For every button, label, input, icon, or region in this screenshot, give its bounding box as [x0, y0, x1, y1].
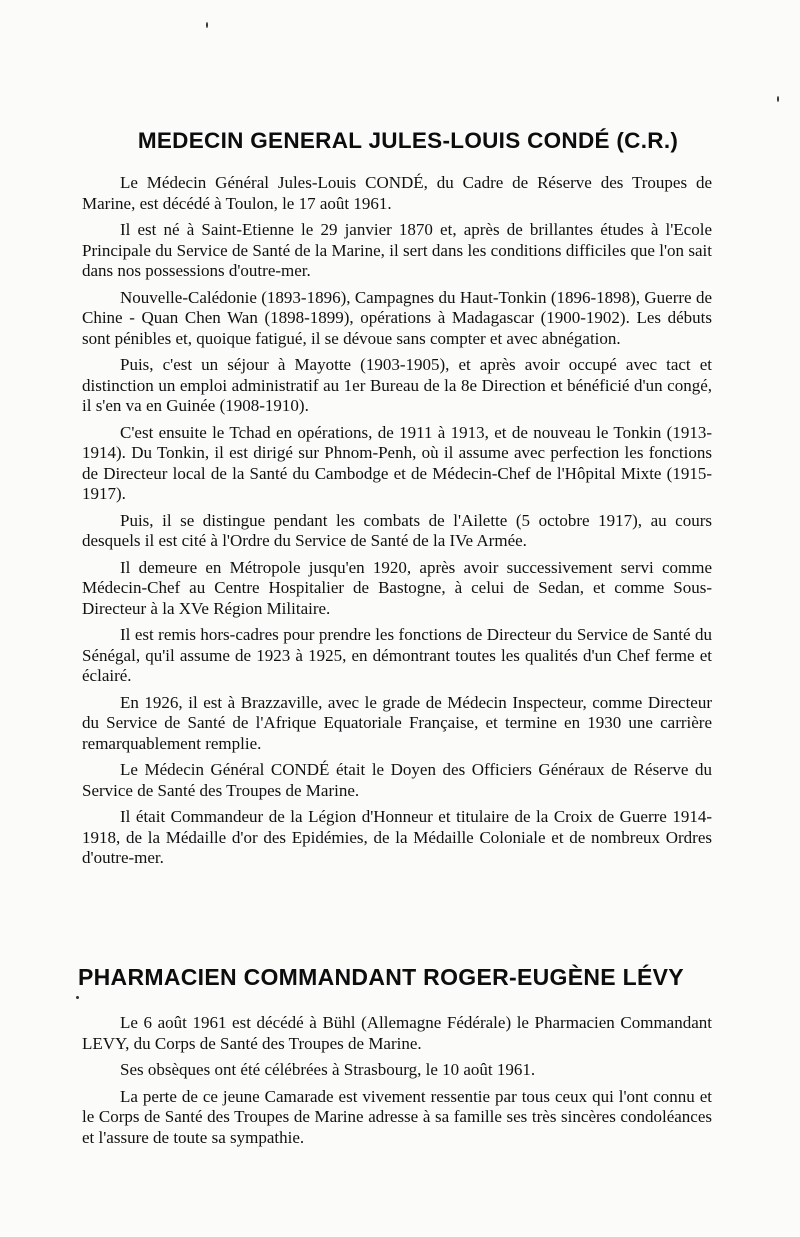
scan-speck — [206, 22, 208, 28]
paragraph: Le Médecin Général CONDÉ était le Doyen des Officiers Généraux de Réserve du Service de Santé des Troupes de Marine. — [82, 760, 712, 800]
obituary-conde — [82, 126, 712, 875]
paragraph: Il demeure en Métropole jusqu'en 1920, après avoir successivement servi comme Médecin-Chef au Centre Hospitalier de Bastogne, à celui de Sedan, et comme Sous-Directeur à la XVe Région Militaire. — [82, 557, 712, 618]
paragraph: Nouvelle-Calédonie (1893-1896), Campagnes du Haut-Tonkin (1896-1898), Guerre de Chine - Quan Chen Wan (1898-1899), opérations à Madagascar (1900-1902). Les débuts sont pénibles et, quoique fatigué, il se dévoue sans compter et avec abnégation. — [82, 287, 712, 348]
section-body — [82, 173, 712, 869]
scan-speck — [777, 96, 779, 102]
section-title: PHARMACIEN COMMANDANT ROGER-EUGÈNE LÉVY — [78, 964, 684, 990]
paragraph: Il est remis hors-cadres pour prendre les fonctions de Directeur du Service de Santé du Sénégal, qu'il assume de 1923 à 1925, en démontrant toutes les qualités d'un Chef ferme et éclairé. — [82, 625, 712, 685]
paragraph: Ses obsèques ont été célébrées à Strasbourg, le 10 août 1961. — [120, 1060, 536, 1079]
paragraph: C'est ensuite le Tchad en opérations, de 1911 à 1913, et de nouveau le Tonkin (1913-1914). Du Tonkin, il est dirigé sur Phnom-Penh, où il assume avec perfection les fonctions de Directeur local de la Santé du Cambodge et de Médecin-Chef de l'Hôpital Mixte (1915-1917). — [82, 422, 712, 503]
obituary-levy — [78, 962, 712, 1154]
paragraph: Le 6 août 1961 est décédé à Bühl (Allemagne Fédérale) le Pharmacien Commandant LEVY, du Corps de Santé des Troupes de Marine. — [82, 1013, 712, 1053]
section-body — [82, 1013, 712, 1148]
paragraph: Le Médecin Général Jules-Louis CONDÉ, du Cadre de Réserve des Troupes de Marine, est décédé à Toulon, le 17 août 1961. — [82, 173, 712, 213]
paragraph: Puis, il se distingue pendant les combats de l'Ailette (5 octobre 1917), au cours desquels il est cité à l'Ordre du Service de Santé de la IVe Armée. — [82, 510, 712, 550]
paragraph: En 1926, il est à Brazzaville, avec le grade de Médecin Inspecteur, comme Directeur du Service de Santé de l'Afrique Equatoriale Française, et termine en 1930 une carrière remarquablement remplie. — [82, 692, 712, 753]
paragraph: Puis, c'est un séjour à Mayotte (1903-1905), et après avoir occupé avec tact et distinction un emploi administratif au 1er Bureau de la 8e Direction et bénéficié d'un congé, il s'en va en Guinée (1908-1910). — [82, 355, 712, 415]
section-title: MEDECIN GENERAL JULES-LOUIS CONDÉ (C.R.) — [137, 128, 679, 153]
paragraph: La perte de ce jeune Camarade est vivement ressentie par tous ceux qui l'ont connu et le Corps de Santé des Troupes de Marine adresse à sa famille ses très sincères condoléances et l'assure de toute sa sympathie. — [82, 1086, 712, 1147]
paragraph: Il est né à Saint-Etienne le 29 janvier 1870 et, après de brillantes études à l'Ecole Principale du Service de Santé de la Marine, il sert dans les conditions difficiles que l'on sait dans nos possessions d'outre-mer. — [82, 220, 712, 280]
scan-speck — [76, 996, 79, 999]
paragraph: Il était Commandeur de la Légion d'Honneur et titulaire de la Croix de Guerre 1914-1918, de la Médaille d'or des Epidémies, de la Médaille Coloniale et de nombreux Ordres d'outre-mer. — [82, 807, 712, 867]
